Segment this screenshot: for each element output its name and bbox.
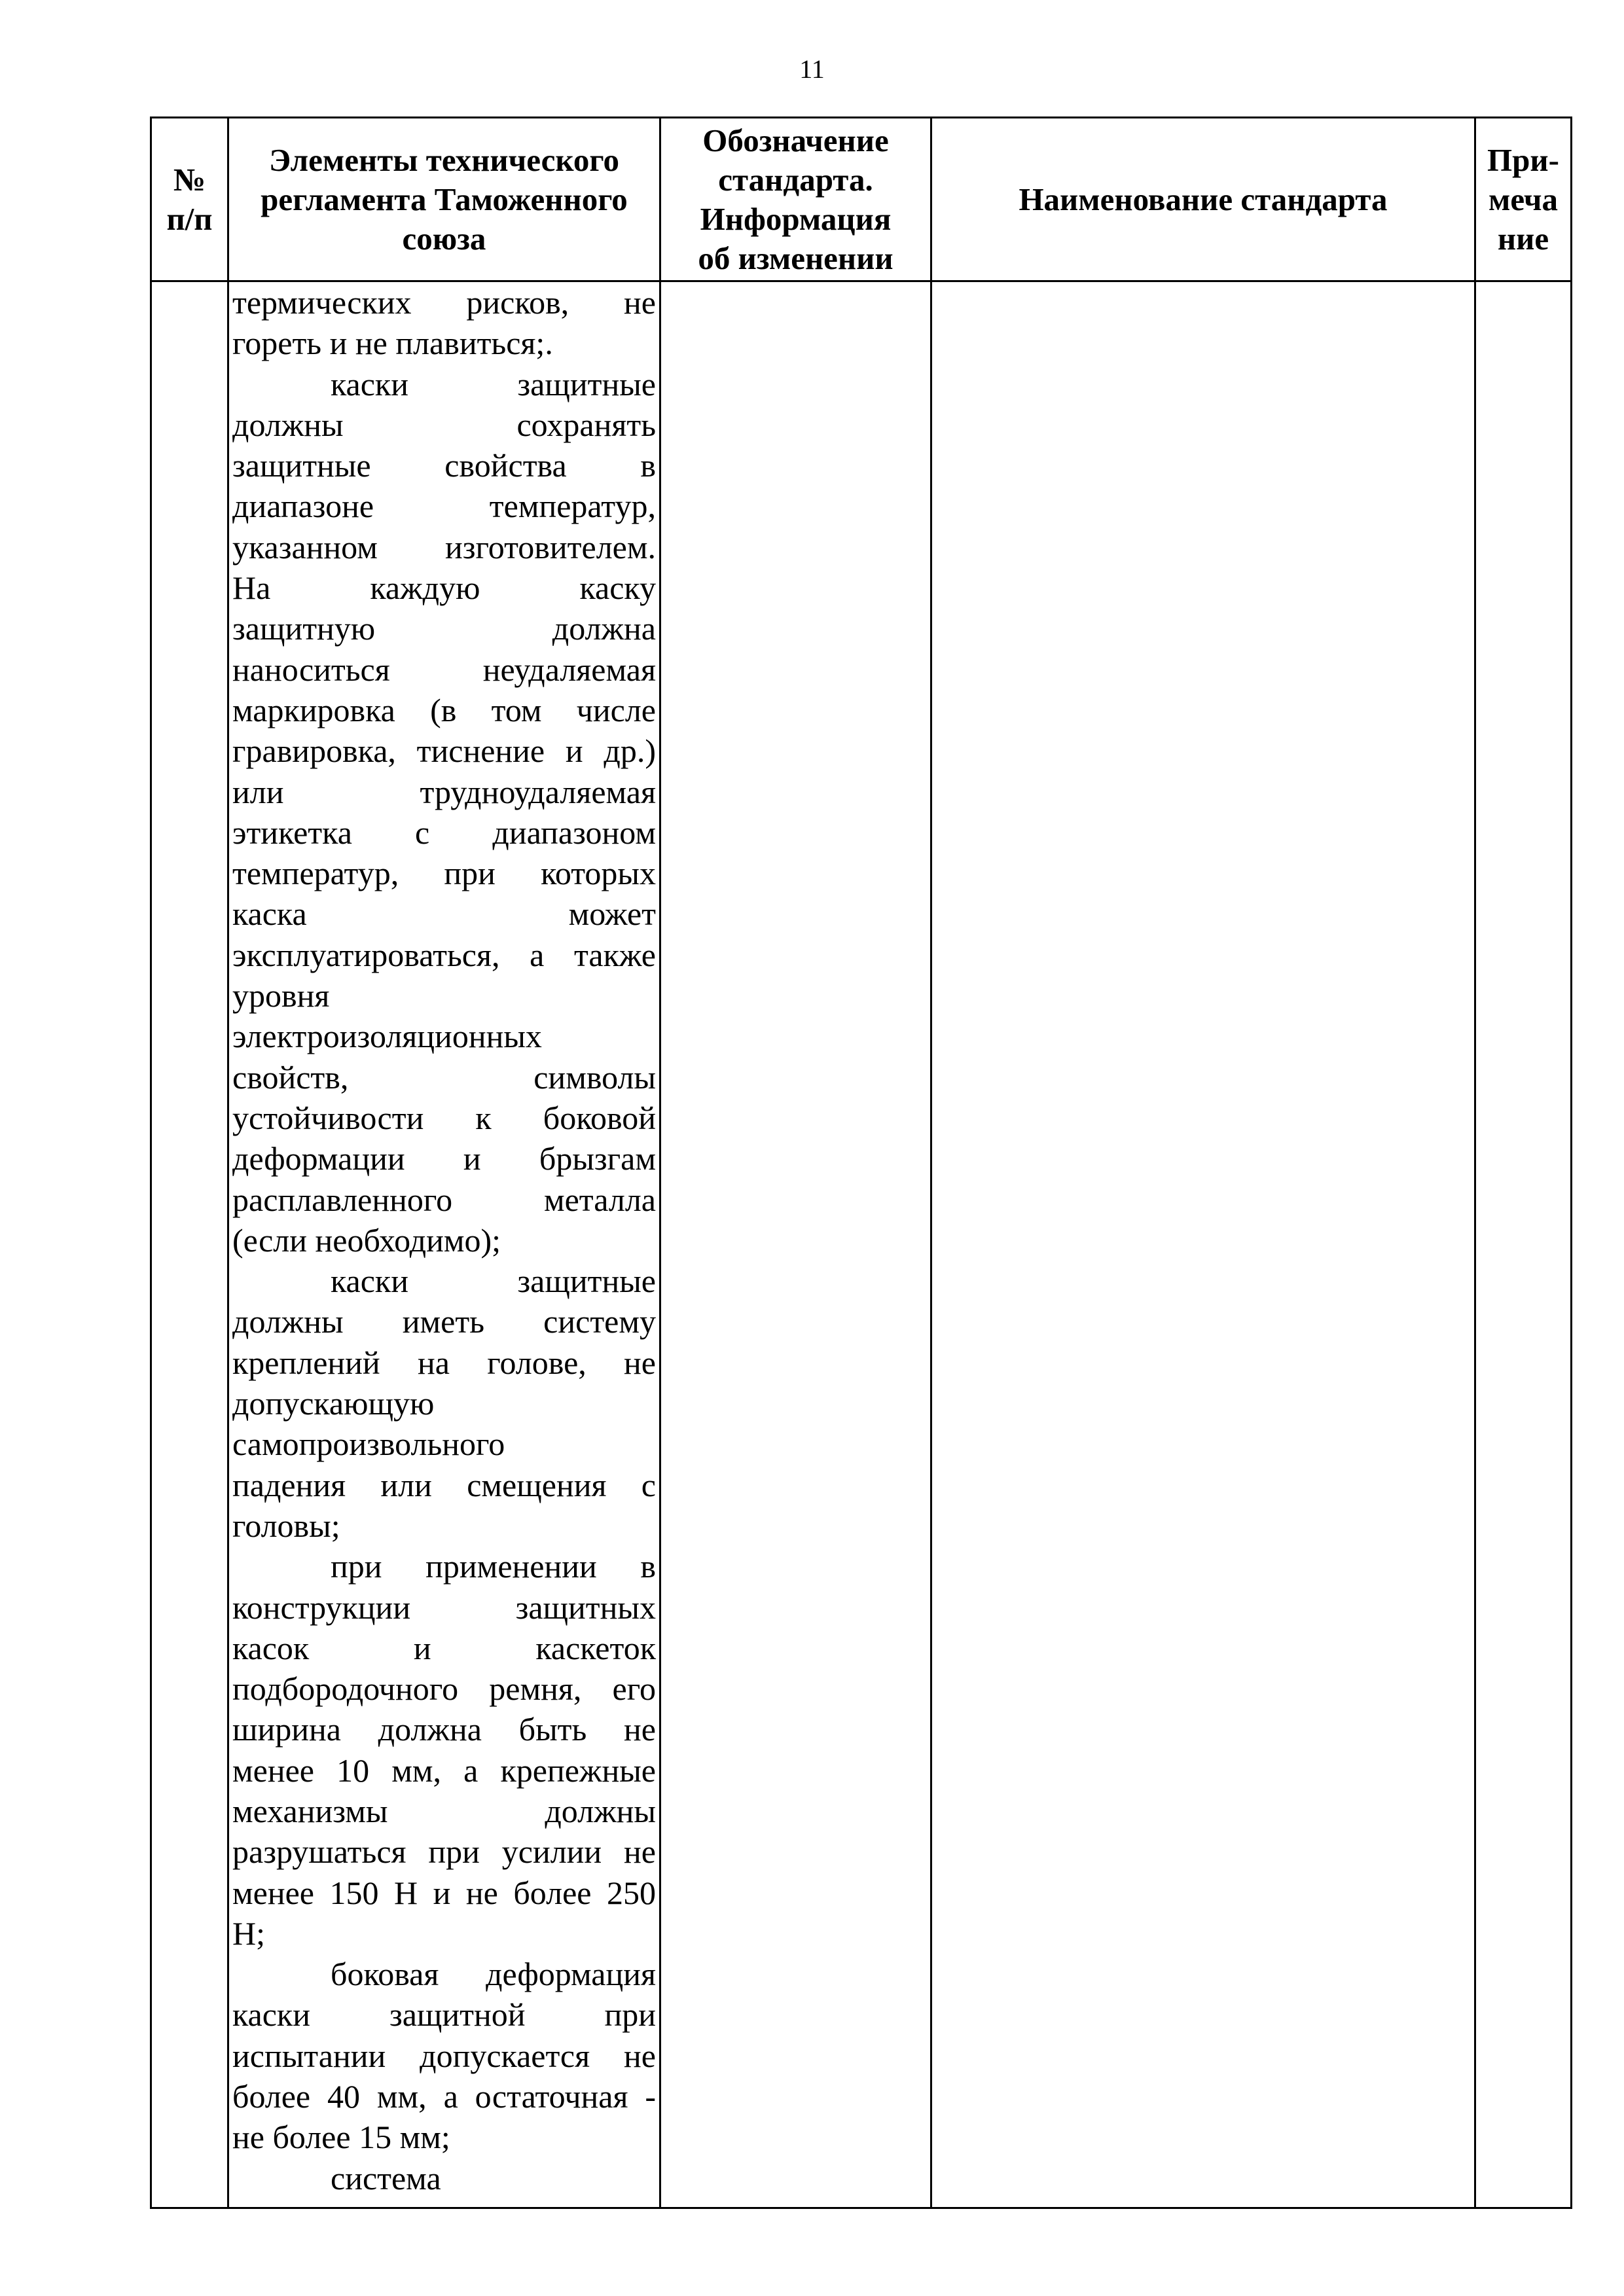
elements-text-line: менее 10 мм, а крепежные [232, 1751, 656, 1789]
elements-text-line: температур, при которых [232, 855, 656, 892]
elements-text-line: более 40 мм, а остаточная - [232, 2078, 656, 2115]
elements-text-line: каски защитной при [232, 1996, 656, 2034]
elements-text-line: или трудноудаляемая [232, 773, 656, 810]
elements-text [229, 282, 659, 2198]
elements-text-line: испытании допускается не [232, 2037, 656, 2074]
elements-text-line: самопроизвольного [232, 1426, 505, 1463]
cell-standard-name [931, 281, 1475, 2208]
standards-table [150, 117, 1572, 2209]
elements-text-line: каски защитные [331, 1263, 656, 1300]
elements-text-line: касок и каскеток [232, 1629, 656, 1666]
page-number: 11 [799, 54, 825, 84]
elements-text-line: диапазоне температур, [232, 488, 656, 525]
elements-text-line: должны сохранять [232, 406, 656, 443]
header-standard-name: Наименование стандарта [931, 118, 1475, 281]
elements-text-line: На каждую каску [232, 569, 656, 607]
elements-text-line: расплавленного металла [232, 1181, 656, 1218]
header-notes: При- меча ние [1475, 118, 1572, 281]
elements-text-line: устойчивости к боковой [232, 1099, 656, 1136]
elements-text-line: электроизоляционных [232, 1018, 542, 1055]
table-row [151, 281, 1572, 2208]
elements-text-line: указанном изготовителем. [232, 528, 656, 565]
cell-designation [660, 281, 931, 2208]
elements-text-line: маркировка (в том числе [232, 691, 656, 728]
elements-text-line: менее 150 Н и не более 250 [232, 1874, 656, 1911]
elements-text-line: (если необходимо); [232, 1221, 501, 1259]
elements-text-line: падения или смещения с [232, 1466, 656, 1503]
cell-elements [228, 281, 660, 2208]
elements-text-line: не более 15 мм; [232, 2119, 450, 2156]
elements-text-line: головы; [232, 1507, 340, 1544]
elements-text-line: гореть и не плавиться;. [232, 325, 553, 362]
elements-text-line: свойств, символы [232, 1058, 656, 1096]
elements-text-line: Н; [232, 1914, 265, 1952]
elements-text-line: допускающую [232, 1385, 435, 1422]
cell-number [151, 281, 228, 2208]
elements-text-line: уровня [232, 977, 330, 1014]
elements-text-line: защитные свойства в [232, 447, 656, 484]
elements-text-line: система [331, 2159, 441, 2197]
elements-text-line: каски защитные [331, 365, 656, 403]
elements-text-line: ширина должна быть не [232, 1711, 656, 1748]
elements-text-line: креплений на голове, не [232, 1344, 656, 1381]
elements-text-line: гравировка, тиснение и др.) [232, 732, 656, 770]
elements-text-line: боковая деформация [331, 1956, 656, 1993]
elements-text-line: защитную должна [232, 610, 656, 647]
header-elements: Элементы технического регламента Таможенного союза [228, 118, 660, 281]
header-designation: Обозначение стандарта. Информация об изменении [660, 118, 931, 281]
elements-text-line: эксплуатироваться, а также [232, 936, 656, 973]
elements-text-line: термических рисков, не [232, 284, 656, 321]
elements-text-line: деформации и брызгам [232, 1140, 656, 1177]
elements-text-line: каска может [232, 895, 656, 933]
table-header-row [151, 118, 1572, 281]
elements-text-line: при применении в [331, 1548, 656, 1585]
elements-text-line: наноситься неудаляемая [232, 651, 656, 688]
elements-text-line: должны иметь систему [232, 1303, 656, 1340]
elements-text-line: разрушаться при усилии не [232, 1833, 656, 1871]
cell-notes [1475, 281, 1572, 2208]
elements-text-line: конструкции защитных [232, 1588, 656, 1626]
elements-text-line: подбородочного ремня, его [232, 1670, 656, 1708]
elements-text-line: механизмы должны [232, 1792, 656, 1829]
header-number: № п/п [151, 118, 228, 281]
elements-text-line: этикетка с диапазоном [232, 814, 656, 851]
